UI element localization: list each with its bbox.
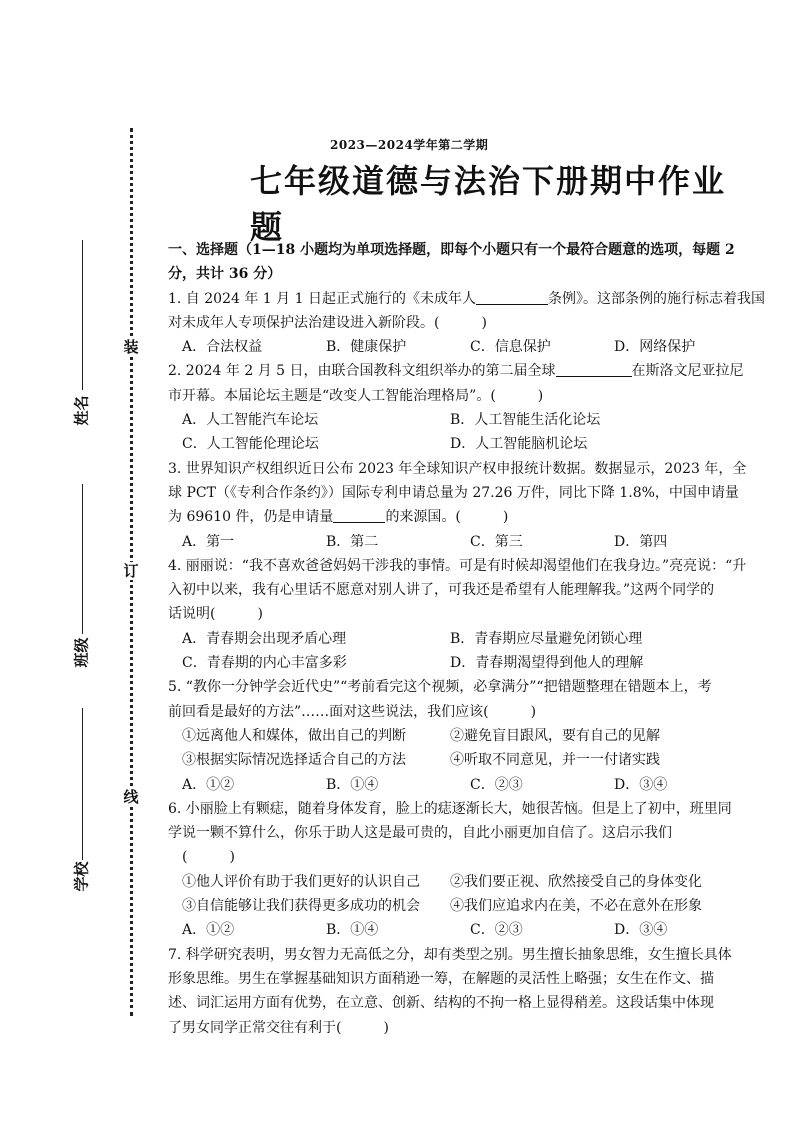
question-6-line-2: 学说一颗不算什么，你乐于助人这是最可贵的，自此小丽更加自信了。这启示我们 [168,825,672,842]
binding-char-ding: 订 [123,562,139,580]
question-7-line-3: 述、词汇运用方面有优势，在立意、创新、结构的不拘一格上显得稍差。这段话集中体现 [168,995,714,1012]
question-6-statements-row-2 [168,894,784,918]
name-fill-line [82,240,83,390]
question-2-options-row-1 [168,408,784,432]
question-1-option-b: B．健康保护 [326,339,407,356]
question-3-text-a: 为 69610 件，仍是申请量 [168,509,334,526]
question-2-text-a: 2. 2024 年 2 月 5 日，由联合国教科文组织举办的第二届全球 [168,363,556,380]
school-label: 学校 [72,861,91,892]
question-6-option-c: C．②③ [470,922,523,939]
question-5-statement-1: ①远离他人和媒体，做出自己的判断 [182,727,406,744]
class-label: 班级 [72,637,91,668]
school-year: 2023—2024学年第二学期 [330,138,489,152]
question-6-option-b: B．①④ [326,922,379,939]
question-3-line-3 [168,505,784,529]
class-fill-line [82,484,83,634]
section-heading-line-2: 分，共计 36 分） [168,266,282,283]
question-5-option-c: C．②③ [470,776,523,793]
question-2-line-1 [168,359,784,383]
question-1-text-b: 条例》。这部条例的施行标志着我国 [547,290,765,307]
question-4-option-a: A．青春期会出现矛盾心理 [182,630,347,647]
question-2-option-d: D．人工智能脑机论坛 [450,436,588,453]
question-6-statement-4: ④我们应追求内在美，不必在意外在形象 [450,898,702,915]
question-3-option-a: A．第一 [182,533,235,550]
question-7-line-1: 7. 科学研究表明，男女智力无高低之分，却有类型之别。男生擅长抽象思维，女生擅长具体 [168,946,732,963]
question-5-option-d: D．③④ [614,776,668,793]
question-1-options [168,335,784,359]
question-2-text-b: 在斯洛文尼亚拉尼 [631,363,744,380]
page-title: 七年级道德与法治下册期中作业题 [250,162,727,246]
question-6-statement-3: ③自信能够让我们获得更多成功的机会 [182,898,420,915]
question-2-option-b: B．人工智能生活化论坛 [450,412,601,429]
question-1-blank [476,290,548,305]
question-3-line-2: 球 PCT（《专利合作条约》）国际专利申请总量为 27.26 万件，同比下降 1.8%，中国申请量 [168,484,739,501]
question-1-option-d: D．网络保护 [614,339,696,356]
question-1-option-c: C．信息保护 [470,339,551,356]
question-5-statement-2: ②避免盲目跟风，要有自己的见解 [450,727,660,744]
question-4-option-b: B．青春期应尽量避免闭锁心理 [450,630,643,647]
school-fill-line [82,708,83,860]
question-3-options [168,530,784,554]
question-4-options-row-2 [168,651,784,675]
question-4-line-1: 4. 丽丽说：“我不喜欢爸爸妈妈干涉我的事情。可是有时候却渴望他们在我身边。”亮亮说：“升 [168,557,747,574]
question-3-option-d: D．第四 [614,533,668,550]
question-4-line-2: 入初中以来，我有心里话不愿意对别人讲了，可我还是希望有人能理解我。”这两个同学的 [168,582,715,599]
question-3-option-b: B．第二 [326,533,379,550]
question-2-options-row-2 [168,432,784,456]
question-5-statements-row-2 [168,748,784,772]
question-6-option-a: A．①② [182,922,235,939]
question-3-blank [333,508,385,523]
question-5-option-b: B．①④ [326,776,379,793]
question-2-option-a: A．人工智能汽车论坛 [182,412,319,429]
question-2-line-2: 市开幕。本届论坛主题是“改变人工智能治理格局”。( ) [168,387,544,404]
question-5-statements-row-1 [168,724,784,748]
question-3-text-b: 的来源国。( ) [385,509,509,526]
question-1-line-1 [168,287,784,311]
binding-char-xian: 线 [123,788,139,806]
question-5-statement-3: ③根据实际情况选择适合自己的方法 [182,752,406,769]
question-6-line-3: ( ) [182,849,235,866]
question-2-blank [556,362,632,377]
question-2-option-c: C．人工智能伦理论坛 [182,436,319,453]
question-6-statement-1: ①他人评价有助于我们更好的认识自己 [182,873,420,890]
question-1-text-a: 1. 自 2024 年 1 月 1 日起正式施行的《未成年人 [168,290,476,307]
binding-char-zhuang: 装 [123,338,139,356]
question-6-options [168,918,784,942]
question-5-option-a: A．①② [182,776,235,793]
question-1-option-a: A．合法权益 [182,339,263,356]
question-7-line-4: 了男女同学正常交往有利于( ) [168,1019,389,1036]
section-heading-line-1: 一、选择题（1—18 小题均为单项选择题，即每个小题只有一个最符合题意的选项，每题 2 [168,242,735,258]
question-7-line-2: 形象思维。男生在掌握基础知识方面稍逊一筹，在解题的灵活性上略强；女生在作文、描 [168,970,714,987]
question-list [168,238,784,1040]
question-3-line-1: 3. 世界知识产权组织近日公布 2023 年全球知识产权申报统计数据。数据显示，2023 年，全 [168,460,747,477]
question-4-option-d: D．青春期渴望得到他人的理解 [450,655,644,672]
question-1-line-2: 对未成年人专项保护法治建设进入新阶段。( ) [168,314,487,331]
question-4-options-row-1 [168,627,784,651]
question-5-line-1: 5. “教你一分钟学会近代史”“考前看完这个视频，必拿满分”“把错题整理在错题本上，考 [168,679,712,696]
question-6-option-d: D．③④ [614,922,668,939]
question-5-line-2: 前回看是最好的方法”……面对这些说法，我们应该( ) [168,703,537,720]
question-5-statement-4: ④听取不同意见，并一一付诸实践 [450,752,660,769]
question-6-statements-row-1 [168,870,784,894]
question-6-line-1: 6. 小丽脸上有颗痣，随着身体发育，脸上的痣逐渐长大，她很苦恼。但是上了初中，班里同 [168,800,732,817]
question-5-options [168,773,784,797]
question-4-option-c: C．青春期的内心丰富多彩 [182,655,347,672]
question-4-line-3: 话说明( ) [168,606,263,623]
question-3-option-c: C．第三 [470,533,523,550]
name-label: 姓名 [72,395,91,426]
question-6-statement-2: ②我们要正视、欣然接受自己的身体变化 [450,873,702,890]
